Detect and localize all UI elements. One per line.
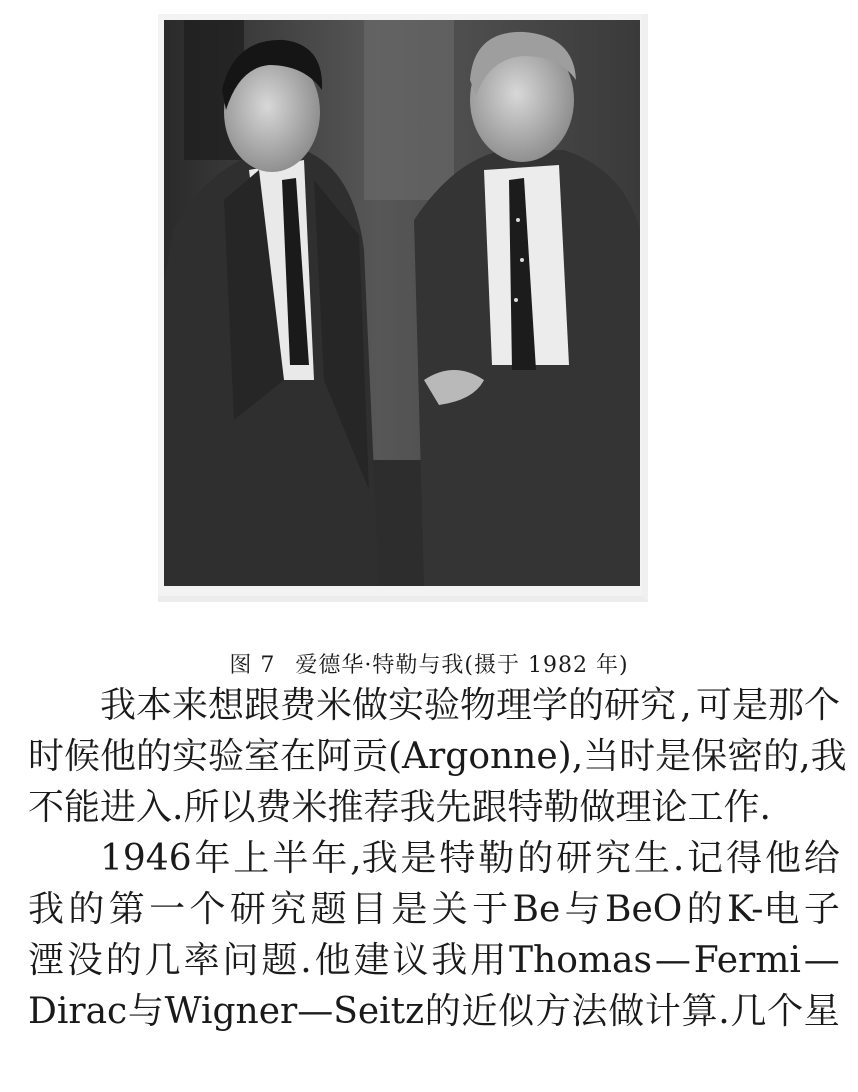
text-segment: 计 xyxy=(644,991,681,1032)
text-segment: ,我 xyxy=(799,736,847,777)
text-segment: 研 xyxy=(229,889,266,930)
text-segment: 年 xyxy=(194,838,231,879)
text-segment: 个 xyxy=(189,889,226,930)
text-segment: 是 xyxy=(391,889,428,930)
text-segment: 率 xyxy=(183,940,220,981)
photo-frame xyxy=(158,14,648,602)
text-segment: 的 xyxy=(517,838,554,879)
text-line xyxy=(28,986,840,1037)
text-line xyxy=(28,782,840,833)
text-segment: 用 xyxy=(470,940,507,981)
text-segment: 目 xyxy=(351,889,388,930)
text-segment: 1946 xyxy=(100,838,192,879)
text-segment: Fermi xyxy=(693,940,801,981)
text-segment: 年 xyxy=(311,838,348,879)
text-segment: 几 xyxy=(144,940,181,981)
text-segment: Wigner—Seitz xyxy=(164,991,425,1032)
text-segment: 没 xyxy=(66,940,103,981)
text-segment: 议 xyxy=(392,940,429,981)
text-segment: 研 xyxy=(556,838,593,879)
text-segment: 似 xyxy=(498,991,535,1032)
text-segment: 勒 xyxy=(478,838,515,879)
text-segment: 与 xyxy=(564,889,601,930)
text-segment: K-电 xyxy=(727,889,800,930)
text-segment: 的 xyxy=(105,940,142,981)
text-segment: .所以费米推荐我先跟特勒做理论工作. xyxy=(172,787,771,828)
text-segment: 得 xyxy=(726,838,763,879)
text-segment: , xyxy=(680,685,692,726)
text-line xyxy=(28,731,847,782)
text-segment: — xyxy=(803,940,840,981)
text-segment: 特 xyxy=(439,838,476,879)
text-segment: 我 xyxy=(28,889,65,930)
figure-label: 图 7 xyxy=(229,653,276,678)
text-segment: 不能进入 xyxy=(28,787,173,828)
paragraph xyxy=(28,680,847,833)
text-segment: 我 xyxy=(431,940,468,981)
figure-caption-text: 爱德华·特勒与我(摄于 1982 年) xyxy=(295,653,629,678)
text-line xyxy=(28,935,840,986)
text-segment: Dirac xyxy=(28,991,128,1032)
text-segment: 第 xyxy=(108,889,145,930)
text-segment: 做 xyxy=(608,991,645,1032)
text-segment: 算 xyxy=(681,991,718,1032)
text-segment: — xyxy=(654,940,691,981)
text-segment: 问 xyxy=(222,940,259,981)
text-segment: 他 xyxy=(314,940,351,981)
text-segment: 记 xyxy=(687,838,724,879)
text-segment: 一 xyxy=(149,889,186,930)
text-segment: 的 xyxy=(424,991,461,1032)
text-segment: 半 xyxy=(272,838,309,879)
text-segment: 于 xyxy=(472,889,509,930)
text-segment: 他 xyxy=(764,838,801,879)
text-segment: 子 xyxy=(803,889,840,930)
text-segment: 时候他的实验室在阿贡 xyxy=(28,736,389,777)
text-line xyxy=(28,884,840,935)
text-segment: 个 xyxy=(767,991,804,1032)
text-segment: . xyxy=(300,940,312,981)
text-segment: 近 xyxy=(461,991,498,1032)
figure-caption xyxy=(0,648,858,679)
text-segment: 题 xyxy=(261,940,298,981)
body-text xyxy=(28,680,847,1037)
text-segment: 究 xyxy=(595,838,632,879)
text-segment: 星 xyxy=(803,991,840,1032)
text-segment: . xyxy=(672,838,685,879)
text-segment: 几 xyxy=(730,991,767,1032)
text-segment: 与 xyxy=(127,991,164,1032)
text-segment: 题 xyxy=(310,889,347,930)
text-segment: (Argonne) xyxy=(388,736,572,777)
text-line xyxy=(28,680,840,731)
text-segment: 湮 xyxy=(28,940,65,981)
text-segment: ,我 xyxy=(350,838,398,879)
text-segment: 关 xyxy=(431,889,468,930)
text-segment: 建 xyxy=(353,940,390,981)
text-segment: 究 xyxy=(270,889,307,930)
photo-two-men xyxy=(164,20,640,586)
text-segment: Be xyxy=(512,889,561,930)
text-segment: 给 xyxy=(803,838,840,879)
text-segment: 的 xyxy=(68,889,105,930)
text-segment: 上 xyxy=(233,838,270,879)
text-segment: 我本来想跟费米做实验物理学的研究 xyxy=(100,685,677,726)
text-segment: 的 xyxy=(686,889,723,930)
text-segment: 生 xyxy=(633,838,670,879)
text-segment: 可是那个 xyxy=(695,685,840,726)
text-segment: ,当时是保密的 xyxy=(571,736,800,777)
paragraph xyxy=(28,833,840,1037)
text-segment: 方 xyxy=(534,991,571,1032)
text-line xyxy=(28,833,840,884)
text-segment: 法 xyxy=(571,991,608,1032)
text-segment: Thomas xyxy=(509,940,652,981)
text-segment: BeO xyxy=(605,889,683,930)
text-segment: . xyxy=(718,991,730,1032)
text-segment: 是 xyxy=(400,838,437,879)
